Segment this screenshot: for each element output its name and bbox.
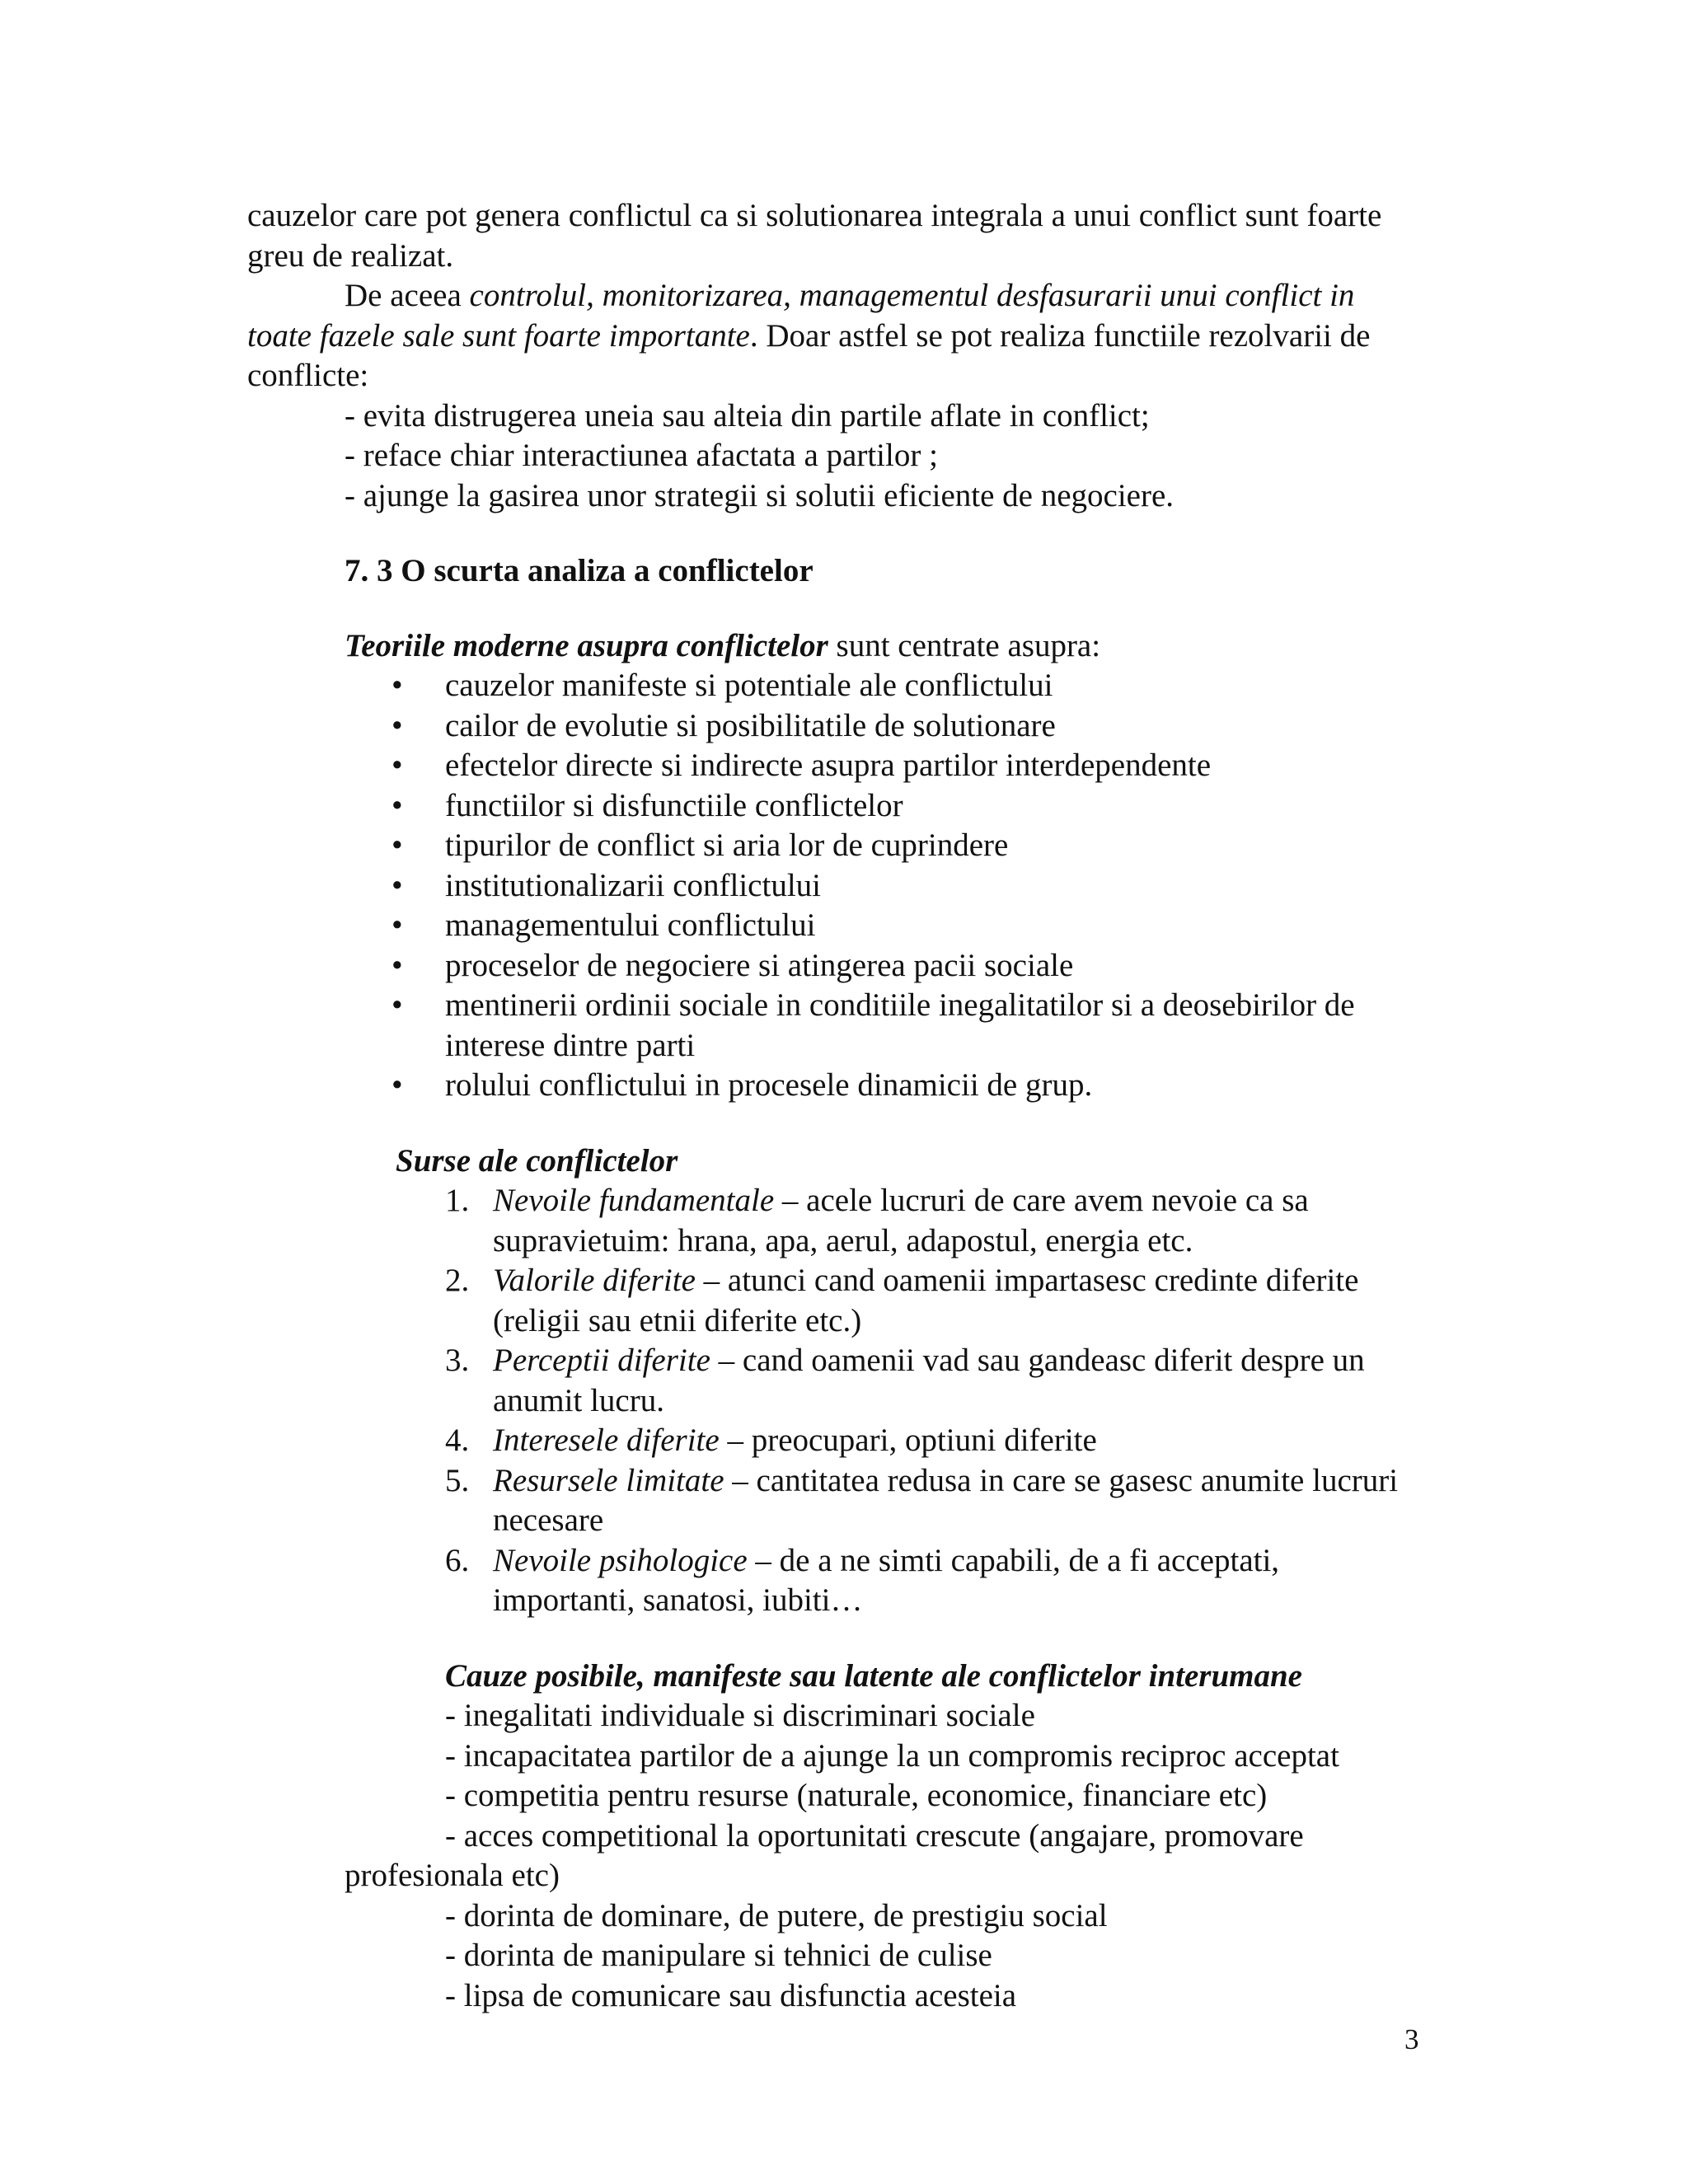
item-term: Valorile diferite <box>493 1263 696 1298</box>
cause-item: - dorinta de dominare, de putere, de prestigiu social <box>445 1897 1108 1933</box>
item-term: Perceptii diferite <box>493 1343 710 1378</box>
list-item <box>345 986 1418 1066</box>
bullet-icon: • <box>392 748 403 783</box>
list-item <box>345 1066 1418 1106</box>
list-item-text: rolului conflictului in procesele dinamicii de grup. <box>445 1067 1093 1103</box>
list-item-text: tipurilor de conflict si aria lor de cuprindere <box>445 827 1009 863</box>
bullet-icon: • <box>392 787 403 823</box>
cause-item: - incapacitatea partilor de a ajunge la un compromis reciproc acceptat <box>445 1737 1339 1774</box>
list-item <box>345 946 1418 987</box>
intro-paragraph-2 <box>247 276 1418 396</box>
item-description: – atunci cand oamenii impartasesc credinte diferite (religii sau etnii diferite etc.) <box>493 1263 1359 1338</box>
item-number: 4. <box>445 1422 470 1458</box>
item-number: 6. <box>445 1542 470 1578</box>
list-item-text: institutionalizarii conflictului <box>445 867 821 903</box>
cause-item-continuation: profesionala etc) <box>345 1858 560 1893</box>
list-item-text: cauzelor manifeste si potentiale ale conflictului <box>445 668 1053 703</box>
bullet-icon: • <box>392 947 403 983</box>
bullet-icon: • <box>392 668 403 703</box>
item-number: 3. <box>445 1343 470 1378</box>
sources-title: Surse ale conflictelor <box>396 1142 678 1179</box>
item-term: Interesele diferite <box>493 1422 720 1458</box>
item-description: – acele lucruri de care avem nevoie ca sa supravietuim: hrana, apa, aerul, adapostul, energia etc. <box>493 1183 1309 1258</box>
item-term: Nevoile fundamentale <box>493 1183 775 1218</box>
list-item-text: mentinerii ordinii sociale in conditiile inegalitatilor si a deosebirilor de interese dintre parti <box>445 987 1355 1063</box>
sources-list <box>247 1181 1418 1621</box>
item-description: – cantitatea redusa in care se gasesc anumite lucruri necesare <box>493 1462 1399 1538</box>
bullet-icon: • <box>392 907 403 943</box>
list-item <box>396 1421 1418 1461</box>
list-item-text: managementului conflictului <box>445 907 816 943</box>
list-item <box>396 1341 1418 1421</box>
intro-emphasis: controlul, monitorizarea, managementul desfasurarii unui conflict in toate fazele sale sunt foarte importante <box>247 278 1355 354</box>
bullet-icon: • <box>392 987 403 1023</box>
section-heading: 7. 3 O scurta analiza a conflictelor <box>345 553 814 588</box>
item-number: 1. <box>445 1183 470 1218</box>
item-description: – de a ne simti capabili, de a fi acceptati, importanti, sanatosi, iubiti… <box>493 1542 1280 1618</box>
dash-item: - reface chiar interactiunea afactata a partilor ; <box>345 438 938 473</box>
item-number: 2. <box>445 1263 470 1298</box>
list-item-text: proceselor de negociere si atingerea pacii sociale <box>445 947 1074 983</box>
list-item <box>345 906 1418 946</box>
bullet-icon: • <box>392 827 403 863</box>
cause-item: - lipsa de comunicare sau disfunctia acesteia <box>445 1977 1017 2013</box>
theories-list <box>247 666 1418 1106</box>
page-number: 3 <box>1404 2023 1419 2055</box>
item-number: 5. <box>445 1462 470 1498</box>
dash-item: - ajunge la gasirea unor strategii si solutii eficiente de negociere. <box>345 477 1175 513</box>
intro-rest: . Doar astfel se pot realiza functiile rezolvarii de conflicte: <box>247 317 1371 393</box>
cause-item: - competitia pentru resurse (naturale, economice, financiare etc) <box>445 1778 1268 1813</box>
bullet-icon: • <box>392 867 403 903</box>
list-item <box>396 1261 1418 1341</box>
list-item <box>345 866 1418 907</box>
theories-title: Teoriile moderne asupra conflictelor <box>345 627 828 663</box>
bullet-icon: • <box>392 1067 403 1103</box>
bullet-icon: • <box>392 707 403 743</box>
list-item-text: efectelor directe si indirecte asupra partilor interdependente <box>445 748 1212 783</box>
cause-item: - acces competitional la oportunitati crescute (angajare, promovare <box>445 1817 1304 1854</box>
list-item-text: cailor de evolutie si posibilitatile de solutionare <box>445 707 1056 743</box>
dash-item: - evita distrugerea uneia sau alteia din partile aflate in conflict; <box>345 397 1150 434</box>
intro-lead: De aceea <box>345 278 470 313</box>
page-body <box>247 196 1418 2016</box>
list-item <box>345 706 1418 747</box>
list-item <box>345 826 1418 866</box>
cause-item: - dorinta de manipulare si tehnici de culise <box>445 1938 992 1973</box>
list-item <box>396 1541 1418 1621</box>
item-term: Resursele limitate <box>493 1462 724 1498</box>
causes-title: Cauze posibile, manifeste sau latente ale conflictelor interumane <box>445 1657 1302 1694</box>
item-description: – cand oamenii vad sau gandeasc diferit despre un anumit lucru. <box>493 1343 1365 1418</box>
list-item-text: functiilor si disfunctiile conflictelor <box>445 787 903 823</box>
intro-paragraph: cauzelor care pot genera conflictul ca si solutionarea integrala a unui conflict sunt foarte greu de realizat. <box>247 198 1382 274</box>
theories-intro <box>247 626 1418 667</box>
item-description: – preocupari, optiuni diferite <box>719 1422 1097 1458</box>
list-item <box>345 746 1418 786</box>
cause-item: - inegalitati individuale si discriminari sociale <box>445 1698 1035 1733</box>
list-item <box>396 1461 1418 1541</box>
list-item <box>345 786 1418 827</box>
list-item <box>345 666 1418 706</box>
list-item <box>396 1181 1418 1261</box>
theories-title-rest: sunt centrate asupra: <box>828 627 1101 663</box>
item-term: Nevoile psihologice <box>493 1542 748 1578</box>
